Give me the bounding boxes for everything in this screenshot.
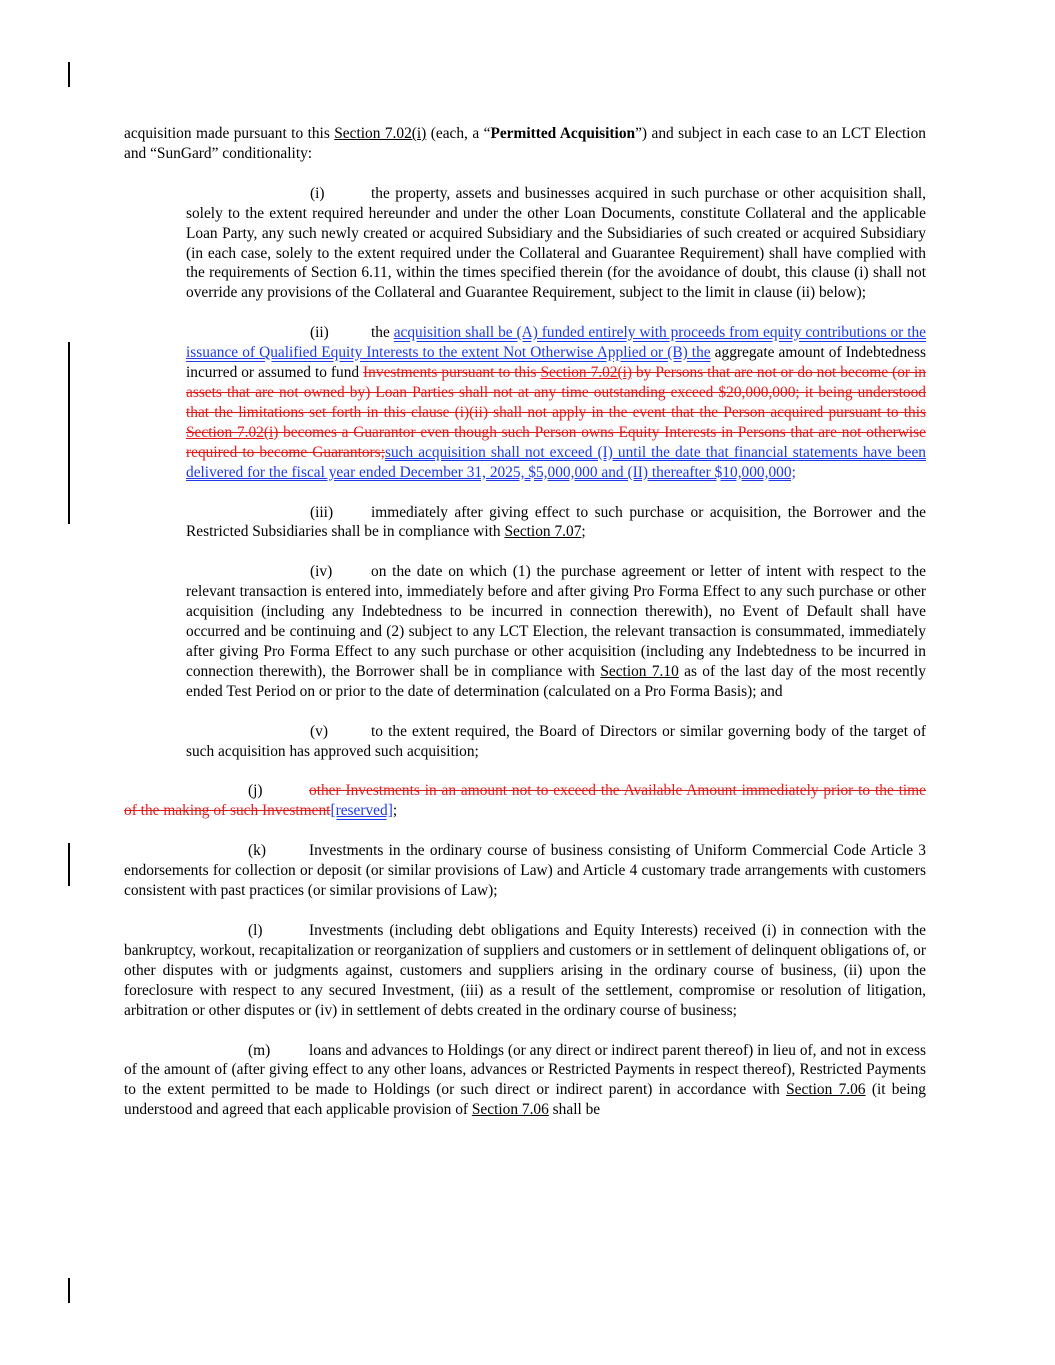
- intro-text: ”) and subject in each case to an LCT Election and “SunGard” conditionality:: [124, 125, 926, 162]
- section-ref: Section 7.02(i): [334, 125, 427, 142]
- change-bar-ii: [68, 342, 70, 524]
- clause-i: [186, 184, 926, 303]
- clause-text: shall be: [548, 1101, 601, 1119]
- section-ref: Section 7.06: [786, 1081, 866, 1099]
- clause-v: [186, 722, 926, 762]
- clause-iii: [186, 503, 926, 543]
- change-bar-bottom: [68, 1278, 70, 1303]
- change-bar-j: [68, 843, 70, 886]
- clause-l: [124, 921, 926, 1021]
- clause-text: the: [371, 324, 394, 342]
- deleted-text-part: Investments pursuant to this: [363, 364, 541, 382]
- clause-label: (iii): [310, 503, 334, 521]
- clause-label: (iv): [310, 563, 333, 581]
- clause-text: to the extent required, the Board of Directors or similar governing body of the target of such acquisition has approved such acquisition;: [186, 722, 926, 760]
- intro-text: acquisition made pursuant to this: [124, 125, 335, 142]
- clause-label: (j): [248, 782, 263, 800]
- clause-j: [124, 781, 926, 821]
- intro-text: (each, a “: [426, 125, 491, 142]
- inserted-text: such acquisition shall not exceed (I) until the date that financial statements have been delivered for the fiscal year ended December 31, 2025, $5,000,000 and (II) thereafter $10,000,000;: [186, 443, 926, 481]
- deleted-text-part: by Persons that are not or do not become (or in assets that are not owned by) Loan Parties shall not at any time outstanding exceed $20,000,000; it being understood that the limitations set forth in this clause (i)(ii) shall not apply in the event that the Person acquired pursuant to this: [186, 364, 926, 421]
- clause-label: (i): [310, 184, 325, 202]
- defined-term: Permitted Acquisition: [490, 125, 636, 142]
- clause-iv: [186, 562, 926, 701]
- section-ref: Section 7.06: [471, 1101, 549, 1119]
- clause-label: (l): [248, 922, 263, 939]
- clause-label: (m): [248, 1041, 271, 1059]
- deleted-section-ref: Section 7.02(i): [186, 423, 279, 441]
- clause-ii: [186, 323, 926, 482]
- section-ref: Section 7.10: [600, 662, 679, 680]
- clause-m: [124, 1041, 926, 1121]
- change-bar-top: [68, 62, 70, 87]
- intro-paragraph: [124, 124, 926, 164]
- clause-text: immediately after giving effect to such purchase or acquisition, the Borrower and the Restricted Subsidiaries shall be in compliance with: [186, 503, 926, 541]
- clause-text: the property, assets and businesses acquired in such purchase or other acquisition shall, solely to the extent required hereunder and under the other Loan Documents, constitute Collateral and the applicable Loan Party, any such newly created or acquired Subsidiary and the Subsidiaries of such created or acquired Subsidiary (in each case, solely to the extent required under the Collateral and Guarantee Requirement) shall have complied with the requirements of Section 6.11, within the times specified therein (for the avoidance of doubt, this clause (i) shall not override any provisions of the Collateral and Guarantee Requirement, subject to the limit in clause (ii) below);: [186, 184, 926, 302]
- deleted-text-part: becomes a Guarantor even though such Person owns Equity Interests in Persons that are not otherwise required to become Guarantors;: [186, 423, 926, 461]
- deleted-text: other Investments in an amount not to exceed the Available Amount immediately prior to the time of the making of such Investment: [124, 782, 926, 820]
- inserted-text: [reserved]: [330, 802, 393, 820]
- clause-text: Investments in the ordinary course of business consisting of Uniform Commercial Code Article 3 endorsements for collection or deposit (or similar provisions of Law) and Article 4 customary trade arrangements with customers consistent with past practices (or similar provisions of Law);: [124, 842, 926, 900]
- clause-text: ;: [392, 802, 398, 820]
- clause-text: as of the last day of the most recently ended Test Period on or prior to the date of determination (calculated on a Pro Forma Basis); and: [186, 662, 926, 700]
- clause-label: (v): [310, 722, 328, 740]
- deleted-section-ref: Section 7.02(i): [540, 364, 633, 382]
- clause-text: aggregate amount of Indebtedness incurred or assumed to fund: [186, 344, 926, 382]
- clause-text: on the date on which (1) the purchase agreement or letter of intent with respect to the relevant transaction is entered into, immediately before and after giving Pro Forma Effect to any such purchase or other acquisition (including any Indebtedness to be incurred in connection therewith), no Event of Default shall have occurred and be continuing and (2) subject to any LCT Election, the relevant transaction is consummated, immediately after giving Pro Forma Effect to any such purchase or other acquisition (including any Indebtedness to be incurred in connection therewith), the Borrower shall be in compliance with: [186, 563, 926, 680]
- clause-label: (k): [248, 842, 266, 860]
- section-ref: Section 7.07: [504, 523, 582, 541]
- clause-label: (ii): [310, 324, 329, 342]
- document-body: [124, 124, 926, 1140]
- clause-text: (it being understood and agreed that each applicable provision of: [124, 1081, 926, 1119]
- inserted-text: acquisition shall be (A) funded entirely with proceeds from equity contributions or the issuance of Qualified Equity Interests to the extent Not Otherwise Applied or (B) the: [186, 324, 926, 362]
- clause-k: [124, 841, 926, 901]
- clause-text: loans and advances to Holdings (or any direct or indirect parent thereof) in lieu of, and not in excess of the amount of (after giving effect to any other loans, advances or Restricted Payments in respect thereof), Restricted Payments to the extent permitted to be made to Holdings (or such direct or indirect parent) in accordance with: [124, 1041, 926, 1099]
- clause-text: Investments (including debt obligations and Equity Interests) received (i) in connection with the bankruptcy, workout, recapitalization or reorganization of suppliers and customers or in settlement of delinquent obligations of, or other disputes with or judgments against, customers and suppliers arising in the ordinary course of business, (ii) upon the foreclosure with respect to any secured Investment, (iii) as a result of the settlement, compromise or resolution of litigation, arbitration or other disputes or (iv) in settlement of debts created in the ordinary course of business;: [124, 922, 926, 1019]
- clause-text: ;: [581, 523, 586, 541]
